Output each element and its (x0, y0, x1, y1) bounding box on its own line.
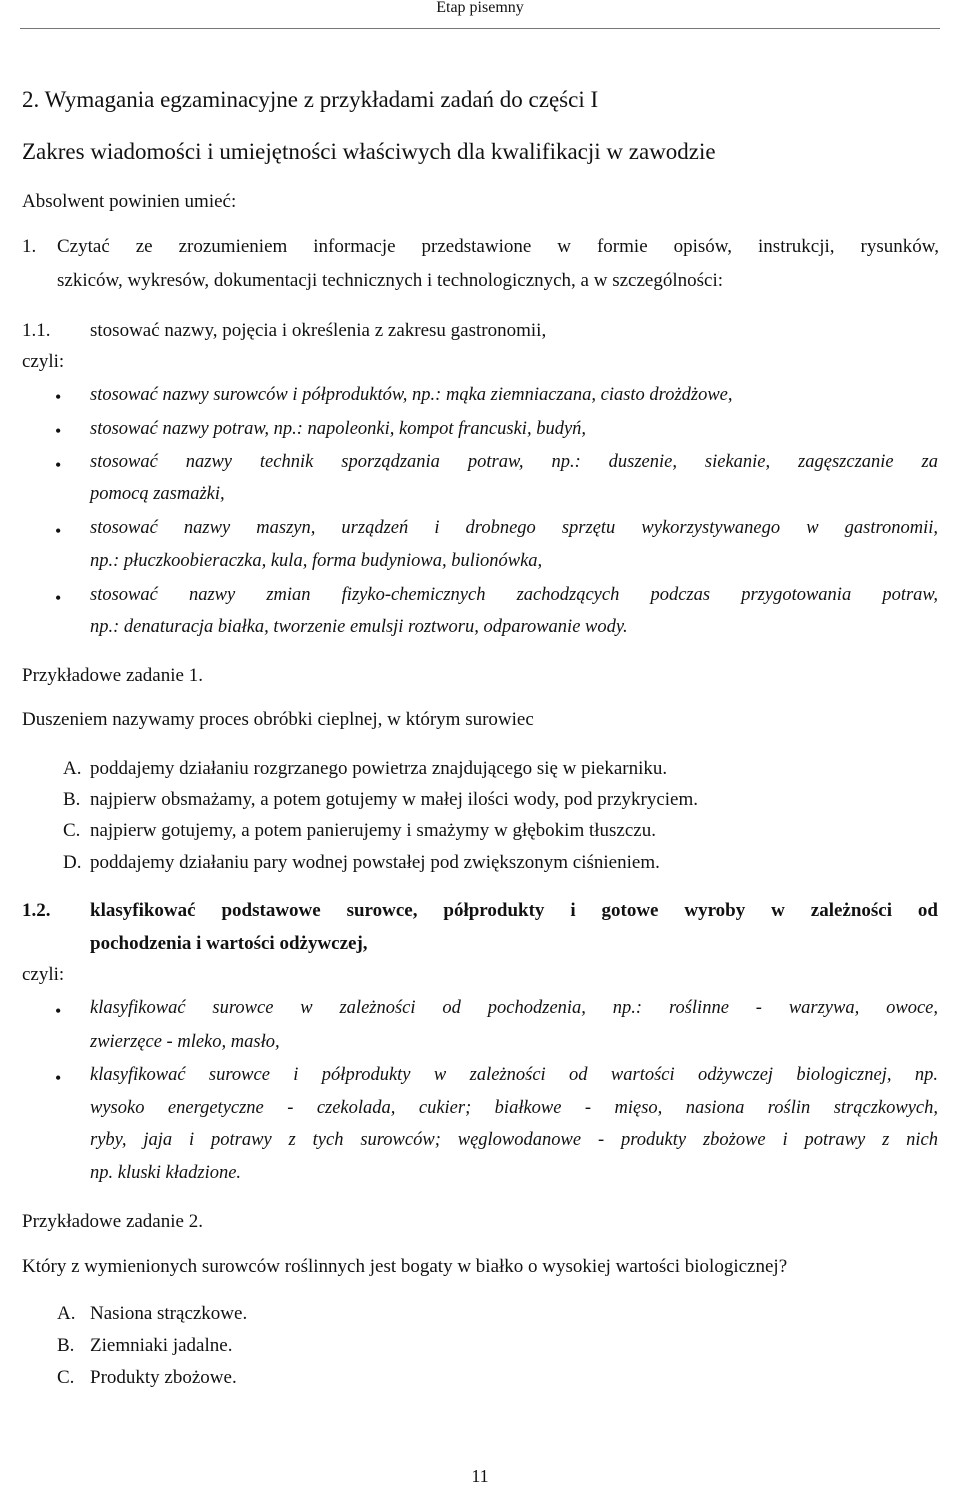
r11-bullet-5: stosować nazwy zmian fizyko-chemicznych zachodzących podczas przygotowania potraw, (90, 585, 938, 605)
r12-title-line-2: pochodzenia i wartości odżywczej, (90, 933, 368, 954)
header-divider (20, 28, 940, 29)
r11-number: 1.1. (22, 320, 51, 341)
task1-heading: Przykładowe zadanie 1. (22, 665, 203, 686)
task1-option-letter: D. (63, 852, 82, 873)
r11-bullet-2: stosować nazwy potraw, np.: napoleonki, kompot francuski, budyń, (90, 419, 587, 439)
r12-czyli: czyli: (22, 964, 65, 985)
r12-bullet-2: klasyfikować surowce i półprodukty w zależności od wartości odżywczej biologicznej, np. (90, 1065, 938, 1085)
req1-line-2: szkiców, wykresów, dokumentacji technicznych i technologicznych, a w szczególności: (57, 270, 724, 291)
r12-bullet-1-cont: zwierzęce - mleko, masło, (90, 1032, 280, 1052)
bullet-dot: • (55, 455, 62, 475)
bullet-dot: • (55, 1068, 62, 1088)
page-number: 11 (471, 1466, 489, 1486)
task1-option-text: poddajemy działaniu pary wodnej powstałej pod zwiększonym ciśnieniem. (90, 852, 660, 873)
req1-number: 1. (22, 236, 37, 257)
section-subtitle: Zakres wiadomości i umiejętności właściwych dla kwalifikacji w zawodzie (22, 139, 716, 164)
task1-option-letter: A. (63, 758, 82, 779)
task2-heading: Przykładowe zadanie 2. (22, 1211, 203, 1232)
r11-title: stosować nazwy, pojęcia i określenia z zakresu gastronomii, (90, 320, 547, 341)
bullet-dot: • (55, 421, 62, 441)
r11-czyli: czyli: (22, 351, 65, 372)
r11-bullet-4-cont: np.: płuczkoobieraczka, kula, forma budyniowa, bulionówka, (90, 551, 543, 571)
r12-number: 1.2. (22, 900, 51, 921)
task2-option-letter: B. (57, 1335, 75, 1356)
bullet-dot: • (55, 1001, 62, 1021)
req1-line-1: Czytać ze zrozumieniem informacje przedstawione w formie opisów, instrukcji, rysunków, (57, 236, 939, 257)
task2-option-text: Produkty zbożowe. (90, 1367, 237, 1388)
task2-question: Który z wymienionych surowców roślinnych jest bogaty w białko o wysokiej wartości biologicznej? (22, 1256, 788, 1277)
bullet-dot: • (55, 588, 62, 608)
task1-option-letter: B. (63, 789, 81, 810)
r12-bullet-2-cont: np. kluski kładzione. (90, 1163, 242, 1183)
r12-bullet-2-cont: wysoko energetyczne - czekolada, cukier; białkowe - mięso, nasiona roślin strączkowych, (90, 1098, 938, 1118)
task1-option-text: najpierw gotujemy, a potem panierujemy i smażymy w głębokim tłuszczu. (90, 820, 656, 841)
task2-option-text: Ziemniaki jadalne. (90, 1335, 233, 1356)
r11-bullet-3-cont: pomocą zasmażki, (90, 484, 225, 504)
r12-bullet-1: klasyfikować surowce w zależności od pochodzenia, np.: roślinne - warzywa, owoce, (90, 998, 938, 1018)
task2-option-letter: C. (57, 1367, 75, 1388)
r12-title-line-1: klasyfikować podstawowe surowce, półprodukty i gotowe wyroby w zależności od (90, 900, 938, 921)
running-header: Etap pisemny (436, 0, 524, 16)
r12-bullet-2-cont: ryby, jaja i potrawy z tych surowców; węglowodanowe - produkty zbożowe i potrawy z nich (90, 1130, 938, 1150)
task1-option-text: poddajemy działaniu rozgrzanego powietrza znajdującego się w piekarniku. (90, 758, 668, 779)
section-title: 2. Wymagania egzaminacyjne z przykładami zadań do części I (22, 87, 599, 112)
intro-text: Absolwent powinien umieć: (22, 191, 237, 212)
task1-question: Duszeniem nazywamy proces obróbki cieplnej, w którym surowiec (22, 709, 534, 730)
bullet-dot: • (55, 521, 62, 541)
task1-option-text: najpierw obsmażamy, a potem gotujemy w małej ilości wody, pod przykryciem. (90, 789, 699, 810)
r11-bullet-4: stosować nazwy maszyn, urządzeń i drobnego sprzętu wykorzystywanego w gastronomii, (90, 518, 938, 538)
r11-bullet-3: stosować nazwy technik sporządzania potraw, np.: duszenie, siekanie, zagęszczanie za (90, 452, 938, 472)
task2-option-letter: A. (57, 1303, 76, 1324)
task2-option-text: Nasiona strączkowe. (90, 1303, 248, 1324)
task1-option-letter: C. (63, 820, 81, 841)
bullet-dot: • (55, 387, 62, 407)
r11-bullet-1: stosować nazwy surowców i półproduktów, np.: mąka ziemniaczana, ciasto drożdżowe, (90, 385, 733, 405)
r11-bullet-5-cont: np.: denaturacja białka, tworzenie emulsji roztworu, odparowanie wody. (90, 617, 628, 637)
